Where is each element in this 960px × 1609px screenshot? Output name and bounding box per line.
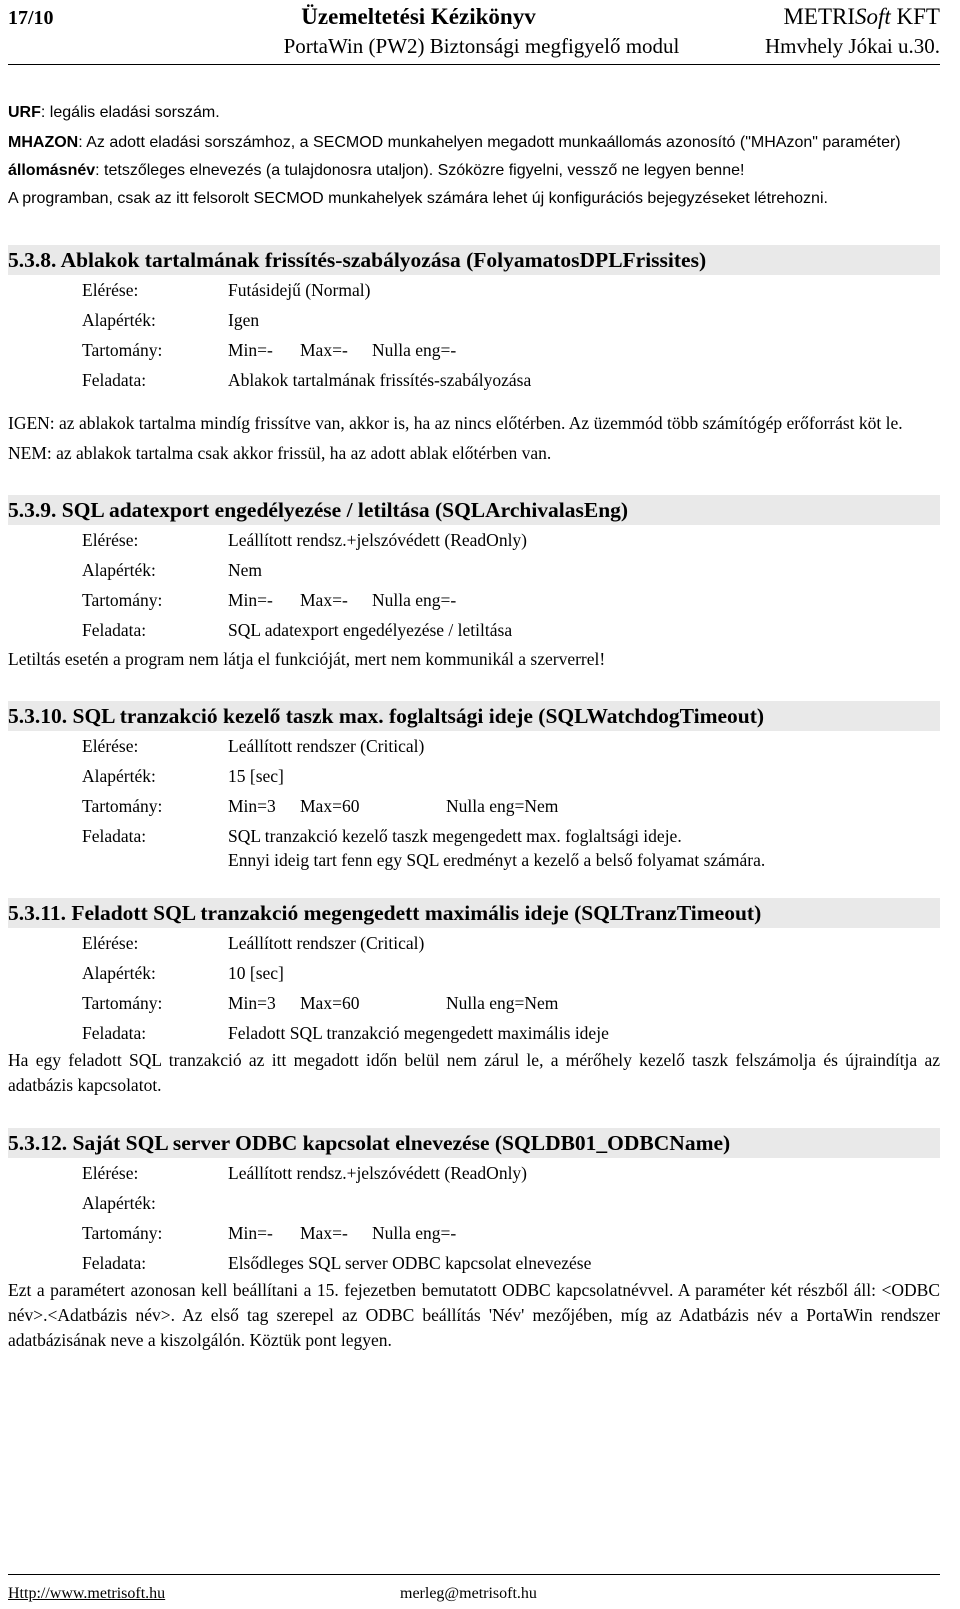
elerese-label: Elérése: [82, 280, 139, 300]
param-table [82, 928, 940, 1048]
feladata-value: SQL adatexport engedélyezése / letiltása [228, 620, 513, 640]
tartomany-label: Tartomány: [82, 796, 163, 816]
section-heading: 5.3.11. Feladott SQL tranzakció megengedett maximális ideje (SQLTranzTimeout) [8, 898, 940, 928]
alapertek-label: Alapérték: [82, 963, 156, 983]
body-paragraph: NEM: az ablakok tartalma csak akkor frissül, ha az adott ablak előtérben van. [8, 443, 552, 463]
tartomany-value: Min=3 Max=60 Nulla eng=Nem [228, 993, 559, 1013]
contact-email: merleg@metrisoft.hu [400, 1585, 537, 1602]
page-number: 17/10 [8, 7, 54, 29]
tartomany-label: Tartomány: [82, 340, 163, 360]
intro-block [8, 100, 940, 211]
mhazon-line: MHAZON: Az adott eladási sorszámhoz, a SECMOD munkahelyen megadott munkaállomás azonosító ("MHAzon" paraméter) [8, 134, 901, 151]
elerese-value: Leállított rendszer (Critical) [228, 933, 425, 953]
company-name: METRISoft KFT [783, 4, 940, 29]
tartomany-label: Tartomány: [82, 993, 163, 1013]
section-5-3-11 [8, 898, 940, 1098]
param-table [82, 731, 940, 872]
alapertek-value: 10 [sec] [228, 963, 284, 983]
alapertek-label: Alapérték: [82, 310, 156, 330]
section-5-3-10 [8, 701, 940, 872]
program-note: A programban, csak az itt felsorolt SECMOD munkahelyek számára lehet új konfigurációs bejegyzéseket létrehozni. [8, 190, 828, 207]
alapertek-value: 15 [sec] [228, 766, 284, 786]
allomas-line: állomásnév: tetszőleges elnevezés (a tulajdonosra utaljon). Szóközre figyelni, vessző ne legyen benne! [8, 162, 745, 179]
alapertek-label: Alapérték: [82, 766, 156, 786]
page-header [8, 4, 940, 65]
tartomany-value: Min=3 Max=60 Nulla eng=Nem [228, 796, 559, 816]
elerese-label: Elérése: [82, 1163, 139, 1183]
elerese-value: Leállított rendsz.+jelszóvédett (ReadOnly) [228, 530, 528, 550]
section-heading: 5.3.10. SQL tranzakció kezelő taszk max. foglaltsági ideje (SQLWatchdogTimeout) [8, 701, 940, 731]
section-heading: 5.3.9. SQL adatexport engedélyezése / letiltása (SQLArchivalasEng) [8, 495, 940, 525]
feladata-label: Feladata: [82, 826, 147, 846]
feladata-value: Feladott SQL tranzakció megengedett maximális ideje [228, 1023, 609, 1043]
feladata-label: Feladata: [82, 1253, 147, 1273]
page-content [8, 100, 940, 1353]
feladata-label: Feladata: [82, 370, 147, 390]
elerese-label: Elérése: [82, 933, 139, 953]
tartomany-value: Min=- Max=- Nulla eng=- [228, 590, 457, 610]
section-5-3-9 [8, 495, 940, 672]
alapertek-value [228, 1188, 940, 1218]
feladata-value: Ablakok tartalmának frissítés-szabályozása [228, 370, 532, 390]
alapertek-value: Nem [228, 560, 263, 580]
alapertek-value: Igen [228, 310, 260, 330]
document-title: Üzemeltetési Kézikönyv [301, 4, 536, 29]
param-table [82, 525, 940, 645]
tartomany-label: Tartomány: [82, 1223, 163, 1243]
body-paragraph: Letiltás esetén a program nem látja el funkcióját, mert nem kommunikál a szerverrel! [8, 649, 606, 669]
param-table [82, 275, 940, 395]
section-heading: 5.3.12. Saját SQL server ODBC kapcsolat elnevezése (SQLDB01_ODBCName) [8, 1128, 940, 1158]
elerese-label: Elérése: [82, 736, 139, 756]
section-5-3-12 [8, 1128, 940, 1353]
website-link[interactable]: Http://www.metrisoft.hu [8, 1585, 166, 1602]
elerese-value: Leállított rendszer (Critical) [228, 736, 425, 756]
section-body [8, 411, 940, 466]
feladata-value: SQL tranzakció kezelő taszk megengedett max. foglaltsági ideje. Ennyi ideig tart fenn egy SQL eredményt a kezelő a belső folyamat számára. [228, 826, 766, 870]
tartomany-value: Min=- Max=- Nulla eng=- [228, 1223, 457, 1243]
feladata-label: Feladata: [82, 1023, 147, 1043]
feladata-label: Feladata: [82, 620, 147, 640]
tartomany-value: Min=- Max=- Nulla eng=- [228, 340, 457, 360]
param-table [82, 1158, 940, 1278]
section-body [8, 1278, 940, 1353]
alapertek-label: Alapérték: [82, 560, 156, 580]
body-paragraph: Ha egy feladott SQL tranzakció az itt megadott időn belül nem zárul le, a mérőhely kezelő taszk felszámolja és újraindítja az adatbázis kapcsolatot. [8, 1050, 940, 1095]
elerese-label: Elérése: [82, 530, 139, 550]
body-paragraph: Ezt a paramétert azonosan kell beállítani a 15. fejezetben bemutatott ODBC kapcsolatnévvel. A paraméter két részből áll: <ODBC név>.<Adatbázis név>. Az első tag szerepel az ODBC beállítás 'Név' mezőjében, míg az Adatbázis név a PortaWin rendszer adatbázisának neve a kiszolgálón. Köztük pont legyen. [8, 1280, 940, 1350]
feladata-value: Elsődleges SQL server ODBC kapcsolat elnevezése [228, 1253, 592, 1273]
page-footer [8, 1574, 940, 1609]
section-body [8, 1048, 940, 1098]
section-body [8, 647, 940, 672]
section-5-3-8 [8, 245, 940, 466]
tartomany-label: Tartomány: [82, 590, 163, 610]
elerese-value: Leállított rendsz.+jelszóvédett (ReadOnly) [228, 1163, 528, 1183]
urf-line: URF: legális eladási sorszám. [8, 104, 220, 121]
body-paragraph: IGEN: az ablakok tartalma mindíg frissítve van, akkor is, ha az nincs előtérben. Az üzemmód több számítógép erőforrást köt le. [8, 413, 903, 433]
company-address: Hmvhely Jókai u.30. [765, 34, 940, 58]
document-subtitle: PortaWin (PW2) Biztonsági megfigyelő modul [283, 34, 680, 58]
section-heading: 5.3.8. Ablakok tartalmának frissítés-szabályozása (FolyamatosDPLFrissites) [8, 245, 940, 275]
alapertek-label: Alapérték: [82, 1193, 156, 1213]
elerese-value: Futásidejű (Normal) [228, 280, 371, 300]
